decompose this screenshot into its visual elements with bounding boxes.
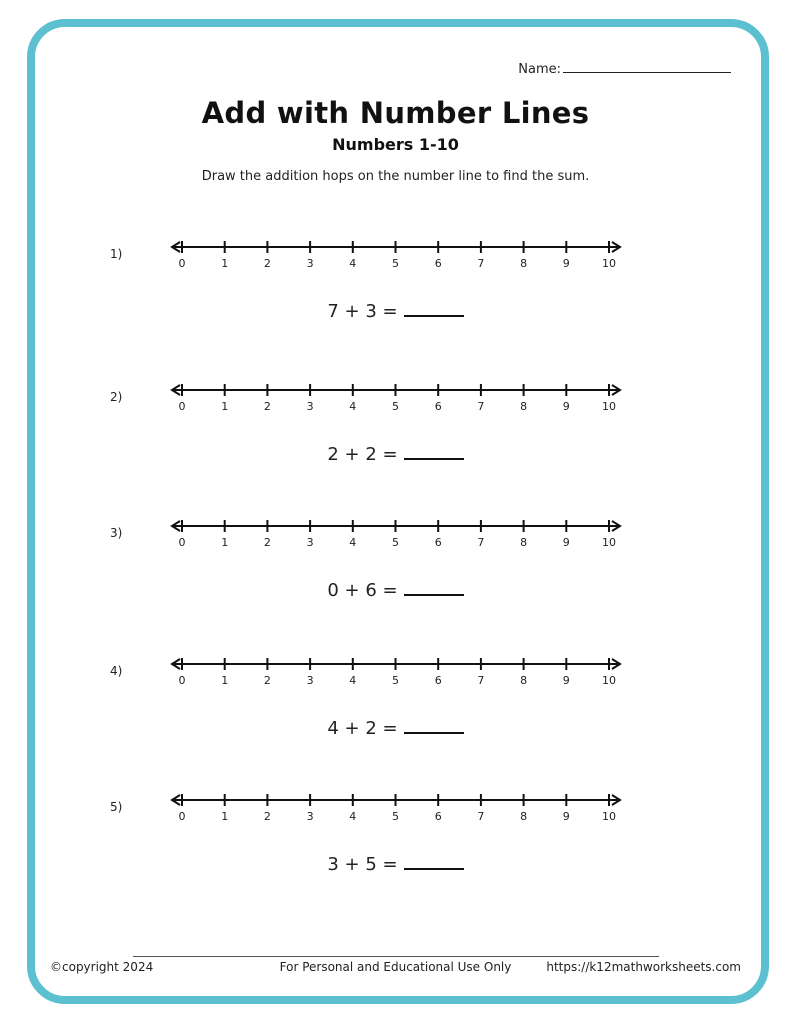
page-title: Add with Number Lines — [201, 96, 590, 130]
number-line — [168, 382, 628, 418]
answer-blank[interactable] — [404, 576, 464, 596]
tick-label: 9 — [562, 536, 570, 549]
tick-label: 8 — [520, 257, 528, 270]
equation — [0, 714, 791, 739]
tick-label: 1 — [221, 810, 229, 823]
problem-5 — [0, 800, 791, 900]
tick-label: 5 — [392, 810, 399, 823]
tick-label: 1 — [221, 400, 229, 413]
footer-usage: For Personal and Educational Use Only — [279, 960, 512, 974]
tick-label: 0 — [178, 257, 186, 270]
equation — [0, 576, 791, 601]
problem-2 — [0, 390, 791, 490]
tick-label: 7 — [477, 400, 485, 413]
number-line — [168, 239, 628, 275]
tick-label: 3 — [306, 257, 314, 270]
tick-label: 10 — [602, 400, 616, 413]
tick-label: 10 — [602, 257, 616, 270]
number-line — [168, 792, 628, 828]
tick-label: 9 — [562, 257, 570, 270]
tick-label: 2 — [263, 536, 271, 549]
tick-label: 3 — [306, 536, 314, 549]
name-field — [518, 60, 731, 77]
equation-text: 4 + 2 = — [327, 718, 398, 739]
tick-label: 4 — [349, 536, 357, 549]
instructions: Draw the addition hops on the number line to find the sum. — [201, 169, 590, 184]
tick-label: 0 — [178, 674, 186, 687]
tick-label: 8 — [520, 674, 528, 687]
tick-label: 8 — [520, 810, 528, 823]
tick-label: 9 — [562, 810, 570, 823]
tick-label: 3 — [306, 400, 314, 413]
tick-label: 4 — [349, 810, 357, 823]
equation — [0, 850, 791, 875]
footer-divider — [133, 956, 659, 957]
tick-label: 0 — [178, 400, 186, 413]
footer-url[interactable]: https://k12mathworksheets.com — [546, 960, 741, 974]
tick-label: 5 — [392, 674, 399, 687]
page-subtitle: Numbers 1-10 — [332, 135, 459, 154]
footer-copyright: ©copyright 2024 — [50, 960, 154, 974]
tick-label: 4 — [349, 674, 357, 687]
problem-3 — [0, 526, 791, 626]
problem-4 — [0, 664, 791, 764]
tick-label: 3 — [306, 674, 314, 687]
name-blank[interactable] — [563, 60, 731, 73]
tick-label: 7 — [477, 674, 485, 687]
tick-label: 9 — [562, 674, 570, 687]
problem-number: 4) — [110, 664, 123, 678]
tick-label: 2 — [263, 400, 271, 413]
problem-number: 1) — [110, 247, 123, 261]
tick-label: 7 — [477, 257, 485, 270]
tick-label: 2 — [263, 257, 271, 270]
problem-number: 5) — [110, 800, 123, 814]
number-line — [168, 656, 628, 692]
tick-label: 0 — [178, 536, 186, 549]
tick-label: 5 — [392, 536, 399, 549]
tick-label: 3 — [306, 810, 314, 823]
answer-blank[interactable] — [404, 714, 464, 734]
tick-label: 5 — [392, 400, 399, 413]
number-line — [168, 518, 628, 554]
tick-label: 8 — [520, 400, 528, 413]
tick-label: 10 — [602, 674, 616, 687]
tick-label: 10 — [602, 536, 616, 549]
equation-text: 7 + 3 = — [327, 301, 398, 322]
tick-label: 10 — [602, 810, 616, 823]
answer-blank[interactable] — [404, 850, 464, 870]
equation — [0, 297, 791, 322]
tick-label: 7 — [477, 536, 485, 549]
tick-label: 1 — [221, 674, 229, 687]
tick-label: 4 — [349, 257, 357, 270]
equation — [0, 440, 791, 465]
tick-label: 0 — [178, 810, 186, 823]
answer-blank[interactable] — [404, 440, 464, 460]
problem-number: 3) — [110, 526, 123, 540]
problem-number: 2) — [110, 390, 123, 404]
tick-label: 1 — [221, 536, 229, 549]
name-label: Name: — [518, 62, 561, 77]
tick-label: 2 — [263, 674, 271, 687]
tick-label: 6 — [434, 674, 442, 687]
tick-label: 2 — [263, 810, 271, 823]
tick-label: 8 — [520, 536, 528, 549]
tick-label: 6 — [434, 536, 442, 549]
tick-label: 6 — [434, 257, 442, 270]
tick-label: 6 — [434, 810, 442, 823]
tick-label: 5 — [392, 257, 399, 270]
tick-label: 1 — [221, 257, 229, 270]
answer-blank[interactable] — [404, 297, 464, 317]
problem-1 — [0, 247, 791, 347]
equation-text: 3 + 5 = — [327, 854, 398, 875]
tick-label: 4 — [349, 400, 357, 413]
tick-label: 9 — [562, 400, 570, 413]
equation-text: 2 + 2 = — [327, 444, 398, 465]
tick-label: 7 — [477, 810, 485, 823]
tick-label: 6 — [434, 400, 442, 413]
equation-text: 0 + 6 = — [327, 580, 398, 601]
